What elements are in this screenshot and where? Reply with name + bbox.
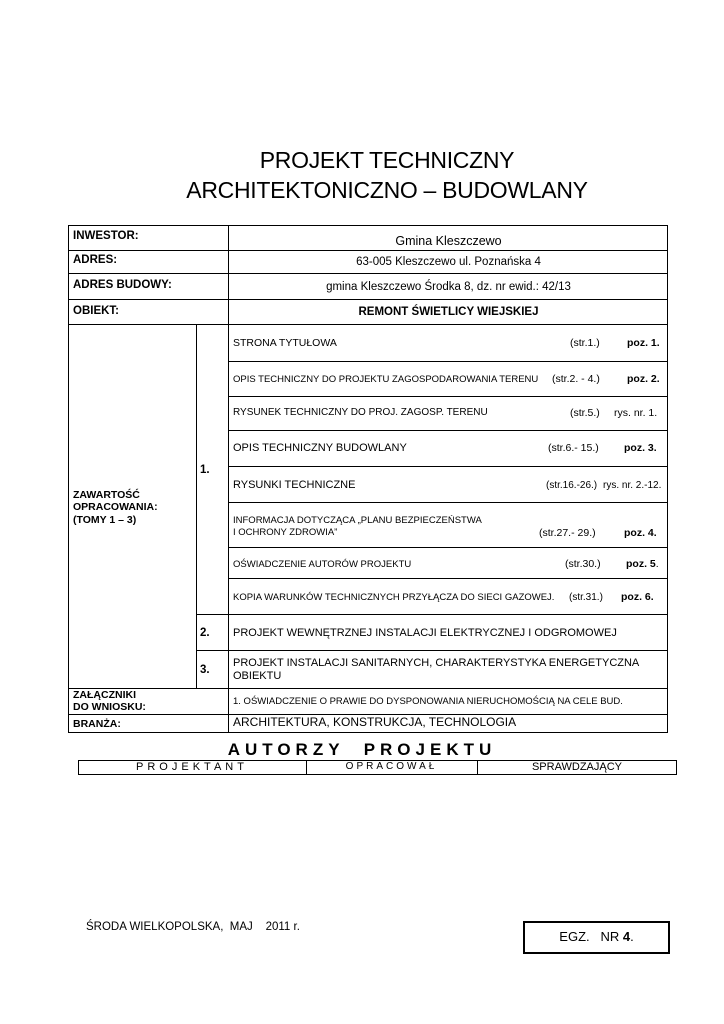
volume-3-number: 3. bbox=[200, 664, 210, 676]
investor-value: Gmina Kleszczewo bbox=[395, 234, 502, 248]
list-item-position: poz. 6. bbox=[621, 591, 654, 603]
item-divider bbox=[228, 396, 668, 397]
item-divider bbox=[228, 547, 668, 548]
item-divider bbox=[228, 578, 668, 579]
attachments-label-line2: DO WNIOSKU: bbox=[73, 701, 146, 713]
list-item-pages: (str.31.) bbox=[569, 592, 603, 603]
checker-column-header: SPRAWDZAJĄCY bbox=[531, 761, 623, 773]
contents-label-line1: ZAWARTOŚĆ bbox=[73, 489, 140, 501]
object-label: OBIEKT: bbox=[73, 305, 119, 317]
list-item-pages: (str.16.-26.) bbox=[546, 480, 598, 491]
item-divider bbox=[228, 430, 668, 431]
list-item-pages: (str.5.) bbox=[570, 407, 600, 419]
object-value: REMONT ŚWIETLICY WIEJSKIEJ bbox=[358, 306, 539, 318]
row-divider bbox=[196, 614, 668, 615]
contents-label-line2: OPRACOWANIA: bbox=[73, 501, 158, 513]
list-item-title: STRONA TYTUŁOWA bbox=[233, 337, 337, 349]
list-item-position: poz. 2. bbox=[627, 373, 660, 385]
list-item-title: OPIS TECHNICZNY DO PROJEKTU ZAGOSPODAROWANIA TERENU bbox=[233, 374, 539, 385]
prepared-by-column-header: OPRACOWAŁ bbox=[345, 761, 438, 772]
row-divider bbox=[68, 688, 668, 689]
list-item-pages: (str.27.- 29.) bbox=[539, 527, 596, 539]
volume-2-number: 2. bbox=[200, 627, 210, 639]
list-item-position bbox=[626, 558, 659, 570]
item-divider bbox=[228, 361, 668, 362]
investor-label: INWESTOR: bbox=[73, 230, 139, 242]
position-text: poz. 5 bbox=[626, 558, 656, 570]
branch-label: BRANŻA: bbox=[73, 718, 121, 730]
list-item-title-line2: I OCHRONY ZDROWIA” bbox=[233, 527, 338, 538]
copy-label: EGZ. NR bbox=[559, 929, 623, 944]
list-item-position: poz. 1. bbox=[627, 337, 660, 349]
site-address-label: ADRES BUDOWY: bbox=[73, 279, 172, 291]
list-item-title: KOPIA WARUNKÓW TECHNICZNYCH PRZYŁĄCZA DO SIECI GAZOWEJ. bbox=[233, 592, 555, 603]
row-divider bbox=[68, 299, 668, 300]
list-item-position: poz. 4. bbox=[624, 527, 657, 539]
attachments-value: 1. OŚWIADCZENIE O PRAWIE DO DYSPONOWANIA NIERUCHOMOŚCIĄ NA CELE BUD. bbox=[233, 696, 623, 707]
col-divider bbox=[196, 324, 197, 688]
volume-3-title-line2: OBIEKTU bbox=[233, 670, 282, 682]
list-item-position: poz. 3. bbox=[624, 442, 657, 454]
branch-value: ARCHITEKTURA, KONSTRUKCJA, TECHNOLOGIA bbox=[233, 715, 517, 729]
page-title-line1: PROJEKT TECHNICZNY bbox=[259, 147, 515, 173]
row-divider bbox=[196, 650, 668, 651]
row-divider bbox=[68, 324, 668, 325]
attachments-label-line1: ZAŁĄCZNIKI bbox=[73, 689, 136, 701]
authors-heading: AUTORZY PROJEKTU bbox=[227, 740, 497, 759]
list-item-title: RYSUNEK TECHNICZNY DO PROJ. ZAGOSP. TERENU bbox=[233, 407, 488, 418]
volume-1-number: 1. bbox=[200, 464, 210, 476]
list-item-pages: (str.2. - 4.) bbox=[552, 373, 600, 385]
row-divider bbox=[68, 273, 668, 274]
copy-number bbox=[523, 929, 670, 944]
copy-number-value: 4 bbox=[622, 929, 631, 944]
col-divider bbox=[228, 324, 229, 688]
list-item-pages: (str.6.- 15.) bbox=[548, 442, 599, 454]
list-item-pages: (str.1.) bbox=[570, 337, 600, 349]
contents-label-line3: (TOMY 1 – 3) bbox=[73, 514, 137, 526]
item-divider bbox=[228, 502, 668, 503]
position-suffix: . bbox=[655, 558, 659, 570]
list-item-title: RYSUNKI TECHNICZNE bbox=[233, 479, 356, 491]
list-item-pages: (str.30.) bbox=[565, 558, 601, 570]
page-title-line2: ARCHITEKTONICZNO – BUDOWLANY bbox=[186, 177, 588, 203]
volume-3-title-line1: PROJEKT INSTALACJI SANITARNYCH, CHARAKTERYSTYKA ENERGETYCZNA bbox=[233, 657, 640, 669]
list-item-title: INFORMACJA DOTYCZĄCA „PLANU BEZPIECZEŃSTWA bbox=[233, 515, 482, 526]
list-item-title: OPIS TECHNICZNY BUDOWLANY bbox=[233, 442, 407, 454]
place-and-date: ŚRODA WIELKOPOLSKA, MAJ 2011 r. bbox=[86, 921, 300, 933]
address-value: 63-005 Kleszczewo ul. Poznańska 4 bbox=[356, 256, 541, 268]
address-label: ADRES: bbox=[73, 254, 118, 266]
site-address-value: gmina Kleszczewo Środka 8, dz. nr ewid.: 42/13 bbox=[326, 281, 571, 293]
list-item-position: rys. nr. 1. bbox=[614, 407, 658, 419]
col-divider bbox=[228, 688, 229, 733]
volume-2-title: PROJEKT WEWNĘTRZNEJ INSTALACJI ELEKTRYCZNEJ I ODGROMOWEJ bbox=[233, 627, 617, 639]
item-divider bbox=[228, 466, 668, 467]
copy-suffix: . bbox=[630, 929, 634, 944]
designer-column-header: PROJEKTANT bbox=[136, 761, 248, 773]
list-item-position: rys. nr. 2.-12. bbox=[603, 480, 662, 491]
row-divider bbox=[68, 250, 668, 251]
list-item-title: OŚWIADCZENIE AUTORÓW PROJEKTU bbox=[233, 559, 412, 570]
